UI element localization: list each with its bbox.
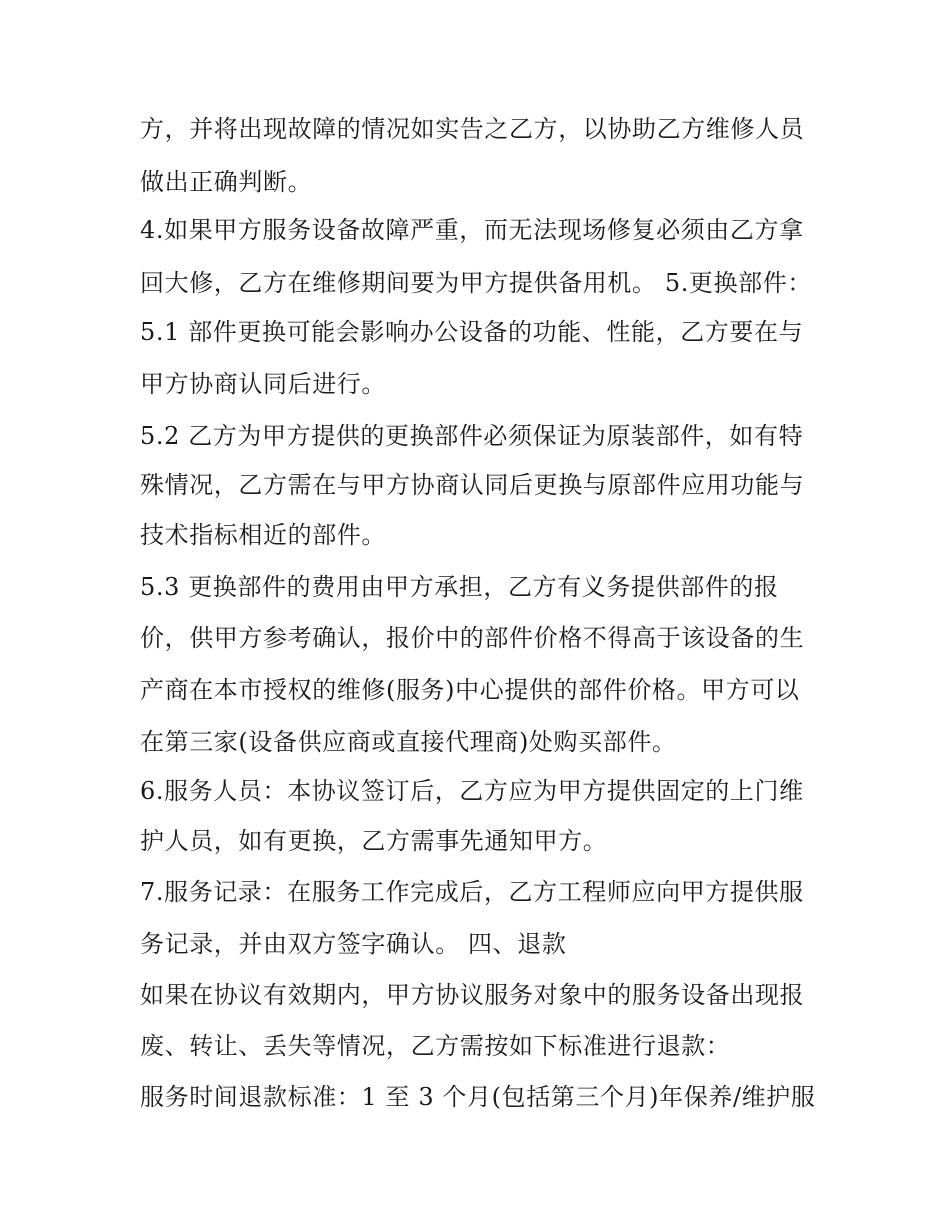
text-line: 殊情况，乙方需在与甲方协商认同后更换与原部件应用功能与 (140, 471, 805, 499)
text-line: 务记录，并由双方签字确认。 四、退款 (140, 930, 567, 958)
text-line: 甲方协商认同后进行。 (140, 370, 386, 398)
text-line: 5.2 乙方为甲方提供的更换部件必须保证为原装部件，如有特 (140, 422, 804, 450)
text-line: 7.服务记录：在服务工作完成后，乙方工程师应向甲方提供服 (140, 878, 804, 906)
text-line: 如果在协议有效期内，甲方协议服务对象中的服务设备出现报 (140, 981, 805, 1009)
text-line: 5.3 更换部件的费用由甲方承担，乙方有义务提供部件的报 (140, 573, 779, 601)
text-line: 服务时间退款标准：1 至 3 个月(包括第三个月)年保养/维护服 (140, 1083, 816, 1111)
text-line: 方，并将出现故障的情况如实告之乙方，以协助乙方维修人员 (140, 115, 805, 143)
text-line: 价，供甲方参考确认，报价中的部件价格不得高于该设备的生 (140, 624, 805, 652)
text-line: 废、转让、丢失等情况，乙方需按如下标准进行退款： (140, 1032, 731, 1060)
text-line: 护人员，如有更换，乙方需事先通知甲方。 (140, 827, 608, 855)
text-line: 5.1 部件更换可能会影响办公设备的功能、性能，乙方要在与 (140, 318, 804, 346)
text-line: 产商在本市授权的维修(服务)中心提供的部件价格。甲方可以 (140, 676, 800, 704)
text-line: 6.服务人员：本协议签订后，乙方应为甲方提供固定的上门维 (140, 777, 804, 805)
text-line: 回大修，乙方在维修期间要为甲方提供备用机。 5.更换部件： (140, 269, 812, 297)
text-line: 做出正确判断。 (140, 168, 313, 196)
text-line: 4.如果甲方服务设备故障严重，而无法现场修复必须由乙方拿 (140, 216, 804, 244)
text-line: 技术指标相近的部件。 (140, 521, 386, 549)
text-line: 在第三家(设备供应商或直接代理商)处购买部件。 (140, 728, 677, 756)
